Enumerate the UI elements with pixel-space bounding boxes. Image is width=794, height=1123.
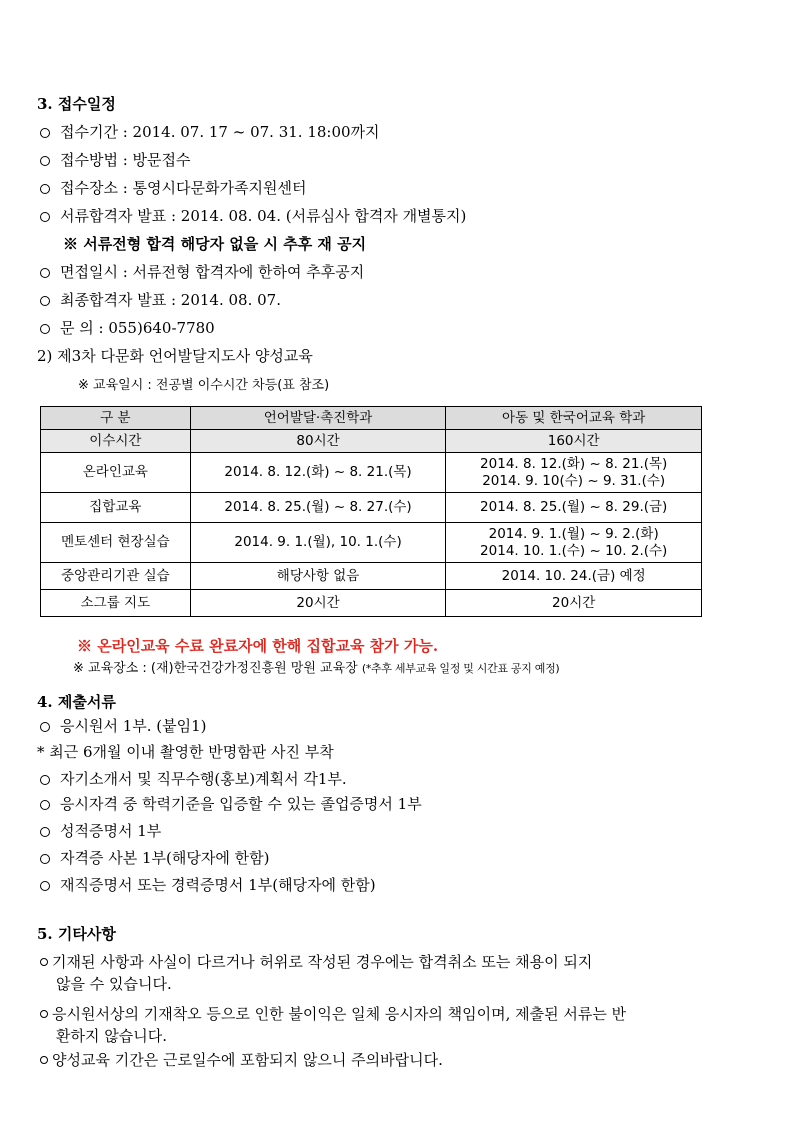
list-item: 재직증명서 또는 경력증명서 1부(해당자에 한함) xyxy=(40,875,376,895)
circle-bullet-icon xyxy=(40,156,50,166)
table-header-cell: 아동 및 한국어교육 학과 xyxy=(446,407,702,430)
circle-bullet-icon xyxy=(40,1056,48,1064)
circle-bullet-icon xyxy=(40,881,50,891)
table-row xyxy=(41,453,702,493)
education-place: ※ 교육장소 : (재)한국건강가정진흥원 망원 교육장 (*추후 세부교육 일정 및 시간표 공지 예정) xyxy=(73,661,560,676)
list-item: 서류합격자 발표 : 2014. 08. 04. (서류심사 합격자 개별통지) xyxy=(40,206,466,226)
paragraph: 응시원서상의 기재착오 등으로 인한 불이익은 일체 응시자의 책임이며, 제출된 서류는 반 xyxy=(40,1004,626,1024)
table-row xyxy=(41,493,702,523)
table-row xyxy=(41,590,702,617)
table-cell: 해당사항 없음 xyxy=(190,563,446,590)
paragraph: 양성교육 기간은 근로일수에 포함되지 않으니 주의바랍니다. xyxy=(40,1050,443,1070)
section-4-title: 4. 제출서류 xyxy=(37,693,116,711)
list-item: 문 의 : 055)640-7780 xyxy=(40,318,215,338)
circle-bullet-icon xyxy=(40,268,50,278)
table-cell: 2014. 9. 1.(월), 10. 1.(수) xyxy=(190,523,446,563)
section-5-title: 5. 기타사항 xyxy=(37,925,116,943)
photo-note: * 최근 6개월 이내 촬영한 반명함판 사진 부착 xyxy=(37,743,334,761)
list-item: 자격증 사본 1부(해당자에 한함) xyxy=(40,848,269,868)
subsection-title: 2) 제3차 다문화 언어발달지도사 양성교육 xyxy=(37,347,313,365)
schedule-table xyxy=(40,406,702,617)
circle-bullet-icon xyxy=(40,324,50,334)
circle-bullet-icon xyxy=(40,296,50,306)
circle-bullet-icon xyxy=(40,128,50,138)
notice-text: ※ 서류전형 합격 해당자 없을 시 추후 재 공지 xyxy=(63,235,367,253)
table-header-row xyxy=(41,407,702,430)
circle-bullet-icon xyxy=(40,722,50,732)
table-cell: 집합교육 xyxy=(41,493,191,523)
section-3-title: 3. 접수일정 xyxy=(37,95,116,113)
table-cell: 중앙관리기관 실습 xyxy=(41,563,191,590)
list-item: 응시자격 중 학력기준을 입증할 수 있는 졸업증명서 1부 xyxy=(40,794,422,814)
table-cell: 2014. 8. 25.(월) ~ 8. 27.(수) xyxy=(190,493,446,523)
table-cell: 2014. 8. 12.(화) ~ 8. 21.(목) 2014. 9. 10(수) ~ 9. 31.(수) xyxy=(446,453,702,493)
circle-bullet-icon xyxy=(40,800,50,810)
table-cell: 이수시간 xyxy=(41,430,191,453)
circle-bullet-icon xyxy=(40,854,50,864)
table-cell: 2014. 9. 1.(월) ~ 9. 2.(화) 2014. 10. 1.(수) ~ 10. 2.(수) xyxy=(446,523,702,563)
table-header-cell: 구 분 xyxy=(41,407,191,430)
table-cell: 2014. 10. 24.(금) 예정 xyxy=(446,563,702,590)
list-item: 성적증명서 1부 xyxy=(40,821,161,841)
list-item: 접수기간 : 2014. 07. 17 ~ 07. 31. 18:00까지 xyxy=(40,122,380,142)
list-item: 최종합격자 발표 : 2014. 08. 07. xyxy=(40,290,281,310)
table-header-cell: 언어발달·촉진학과 xyxy=(190,407,446,430)
paragraph-continued: 않을 수 있습니다. xyxy=(56,975,172,993)
table-cell: 소그룹 지도 xyxy=(41,590,191,617)
circle-bullet-icon xyxy=(40,1010,48,1018)
table-cell: 2014. 8. 25.(월) ~ 8. 29.(금) xyxy=(446,493,702,523)
list-item: 응시원서 1부. (붙임1) xyxy=(40,716,207,736)
list-item: 면접일시 : 서류전형 합격자에 한하여 추후공지 xyxy=(40,262,364,282)
edu-time-note: ※ 교육일시 : 전공별 이수시간 차등(표 참조) xyxy=(78,378,330,393)
circle-bullet-icon xyxy=(40,827,50,837)
circle-bullet-icon xyxy=(40,212,50,222)
list-item: 자기소개서 및 직무수행(홍보)계획서 각1부. xyxy=(40,769,347,789)
paragraph: 기재된 사항과 사실이 다르거나 허위로 작성된 경우에는 합격취소 또는 채용이 되지 xyxy=(40,952,592,972)
table-cell: 80시간 xyxy=(190,430,446,453)
circle-bullet-icon xyxy=(40,958,48,966)
list-item: 접수방법 : 방문접수 xyxy=(40,150,191,170)
table-cell: 20시간 xyxy=(190,590,446,617)
table-row xyxy=(41,563,702,590)
circle-bullet-icon xyxy=(40,184,50,194)
table-cell: 멘토센터 현장실습 xyxy=(41,523,191,563)
table-cell: 20시간 xyxy=(446,590,702,617)
circle-bullet-icon xyxy=(40,775,50,785)
online-education-note: ※ 온라인교육 수료 완료자에 한해 집합교육 참가 가능. xyxy=(77,637,439,655)
table-row xyxy=(41,430,702,453)
table-cell: 온라인교육 xyxy=(41,453,191,493)
table-row xyxy=(41,523,702,563)
paragraph-continued: 환하지 않습니다. xyxy=(56,1027,167,1045)
table-cell: 160시간 xyxy=(446,430,702,453)
list-item: 접수장소 : 통영시다문화가족지원센터 xyxy=(40,178,306,198)
table-cell: 2014. 8. 12.(화) ~ 8. 21.(목) xyxy=(190,453,446,493)
